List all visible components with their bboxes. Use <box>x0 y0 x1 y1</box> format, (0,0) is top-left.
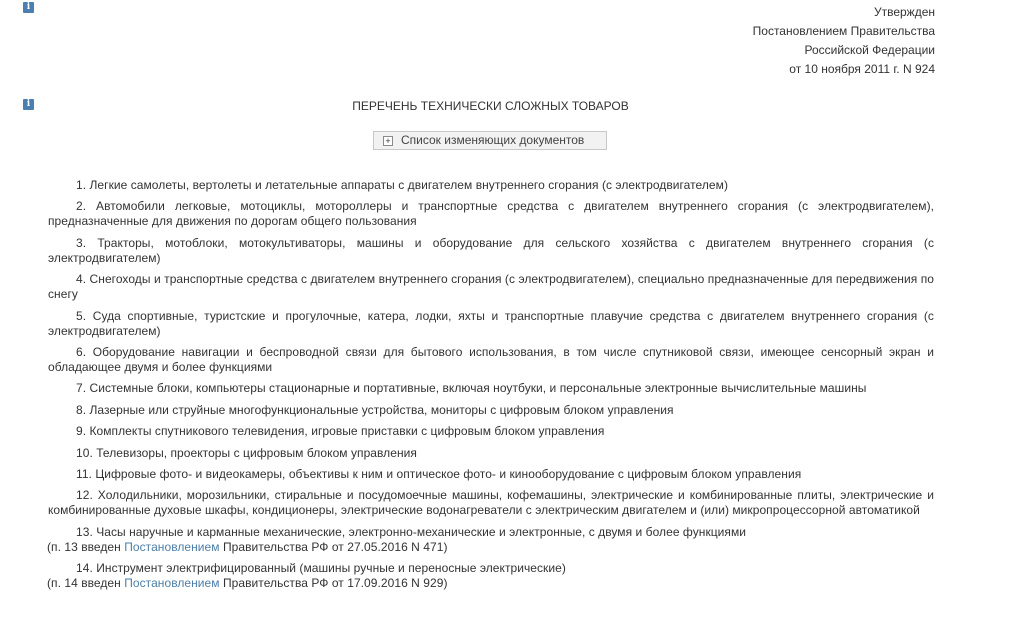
amendment-note <box>47 540 934 555</box>
list-item: 2. Автомобили легковые, мотоциклы, мотороллеры и транспортные средства с двигателем внутреннего сгорания (с электродвигателем), предназначенные для движения по дорогам общего пользования <box>48 199 934 229</box>
list-item: 11. Цифровые фото- и видеокамеры, объективы к ним и оптическое фото- и кинооборудование с цифровым блоком управления <box>76 466 802 481</box>
goods-list <box>48 178 934 597</box>
resolution-link[interactable]: Постановлением <box>124 539 220 554</box>
amending-documents-button[interactable] <box>373 131 607 150</box>
plus-box-icon: + <box>383 136 393 146</box>
info-icon[interactable]: i <box>23 99 34 110</box>
list-item: 8. Лазерные или струйные многофункциональные устройства, мониторы с цифровым блоком управления <box>76 402 674 417</box>
list-item-text: 13. Часы наручные и карманные механические, электронно-механические и электронные, с двумя и более функциями <box>76 524 747 539</box>
list-item: 10. Телевизоры, проекторы с цифровым блоком управления <box>76 445 417 460</box>
list-item: 3. Тракторы, мотоблоки, мотокультиваторы, машины и оборудование для сельского хозяйства с двигателем внутреннего сгорания (с электродвигателем) <box>48 235 934 265</box>
amendment-note <box>47 576 934 591</box>
list-item <box>48 561 934 591</box>
approved-date: от 10 ноября 2011 г. N 924 <box>789 62 935 76</box>
page-title: ПЕРЕЧЕНЬ ТЕХНИЧЕСКИ СЛОЖНЫХ ТОВАРОВ <box>352 99 629 113</box>
list-item: 1. Легкие самолеты, вертолеты и летательные аппараты с двигателем внутреннего сгорания (с электродвигателем) <box>76 178 728 192</box>
note-suffix: Правительства РФ от 27.05.2016 N 471) <box>219 539 448 554</box>
list-item: 12. Холодильники, морозильники, стиральные и посудомоечные машины, кофемашины, электрические и комбинированные плиты, электрические и комбинированные духовые шкафы, кондиционеры, электрические водонагреватели с электрическим двигателем и (или) микропроцессорной автоматикой <box>48 488 934 518</box>
list-item <box>48 525 934 555</box>
list-item: 5. Суда спортивные, туристские и прогулочные, катера, лодки, яхты и транспортные плавучие средства с двигателем внутреннего сгорания (с электродвигателем) <box>48 308 934 338</box>
list-item: 4. Снегоходы и транспортные средства с двигателем внутреннего сгорания (с электродвигателем), специально предназначенные для передвижения по снегу <box>48 272 934 302</box>
info-icon[interactable]: i <box>23 2 34 13</box>
resolution-link[interactable]: Постановлением <box>124 576 220 591</box>
approved-country: Российской Федерации <box>804 43 935 57</box>
list-item: 7. Системные блоки, компьютеры стационарные и портативные, включая ноутбуки, и персональные электронные вычислительные машины <box>76 381 867 396</box>
list-item: 9. Комплекты спутникового телевидения, игровые приставки с цифровым блоком управления <box>76 424 605 439</box>
list-item-text: 14. Инструмент электрифицированный (машины ручные и переносные электрические) <box>76 561 566 576</box>
approved-label: Утвержден <box>873 5 935 19</box>
amending-documents-label: Список изменяющих документов <box>401 133 585 147</box>
approved-by: Постановлением Правительства <box>752 24 935 38</box>
approval-block <box>753 3 935 79</box>
note-prefix: (п. 13 введен <box>47 539 125 554</box>
note-prefix: (п. 14 введен <box>47 576 125 591</box>
note-suffix: Правительства РФ от 17.09.2016 N 929) <box>219 576 448 591</box>
list-item: 6. Оборудование навигации и беспроводной связи для бытового использования, в том числе спутниковой связи, имеющее сенсорный экран и обладающее двумя и более функциями <box>48 344 934 374</box>
